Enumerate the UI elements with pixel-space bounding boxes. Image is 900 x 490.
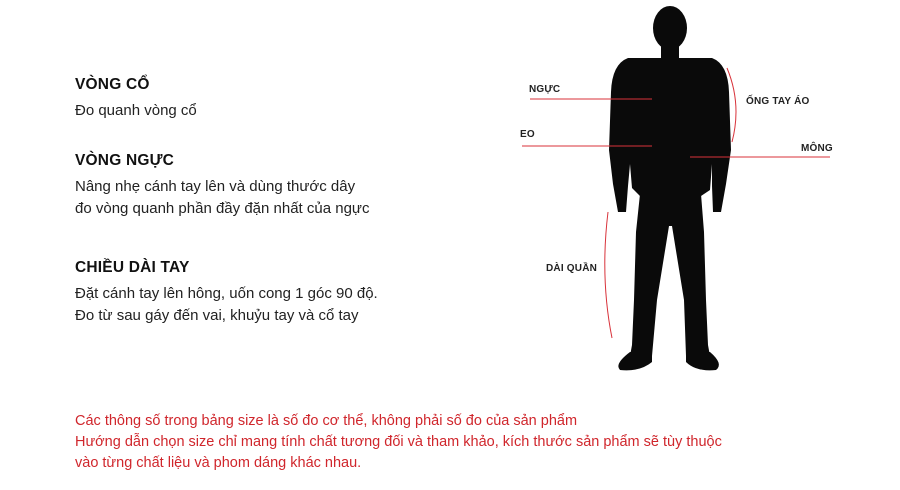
neck-desc-line-1: Đo quanh vòng cổ — [75, 102, 197, 119]
chest-section — [75, 152, 369, 220]
sleeve-length-desc-line-2: Đo từ sau gáy đến vai, khuỷu tay và cổ tay — [75, 307, 359, 324]
pants-length-label: DÀI QUẦN — [546, 263, 598, 274]
sleeve-length-title: CHIỀU DÀI TAY — [75, 259, 190, 276]
hip-label: MÔNG — [801, 143, 833, 154]
sleeve-length-section — [75, 259, 378, 327]
sleeve-length-desc-line-1: Đặt cánh tay lên hông, uốn cong 1 góc 90 độ. — [75, 285, 378, 302]
disclaimer-line-2: Hướng dẫn chọn size chỉ mang tính chất tương đối và tham khảo, kích thước sản phẩm sẽ tùy thuộc — [75, 434, 722, 450]
disclaimer-line-3: vào từng chất liệu và phom dáng khác nhau. — [75, 455, 362, 471]
man-silhouette-figure — [500, 0, 860, 400]
waist-label: EO — [520, 129, 535, 140]
disclaimer-note — [75, 411, 865, 474]
man-silhouette — [609, 6, 731, 370]
chest-title: VÒNG NGỰC — [75, 152, 175, 169]
neck-title: VÒNG CỔ — [75, 76, 150, 93]
disclaimer-line-1: Các thông số trong bảng size là số đo cơ thể, không phải số đo của sản phẩm — [75, 413, 578, 429]
chest-desc-line-2: đo vòng quanh phần đầy đặn nhất của ngực — [75, 200, 370, 217]
sleeve-label: ỐNG TAY ÁO — [746, 96, 810, 107]
measurement-figure — [500, 0, 860, 400]
neck-section — [75, 76, 197, 122]
chest-label: NGỰC — [529, 84, 561, 95]
chest-desc-line-1: Nâng nhẹ cánh tay lên và dùng thước dây — [75, 178, 356, 195]
